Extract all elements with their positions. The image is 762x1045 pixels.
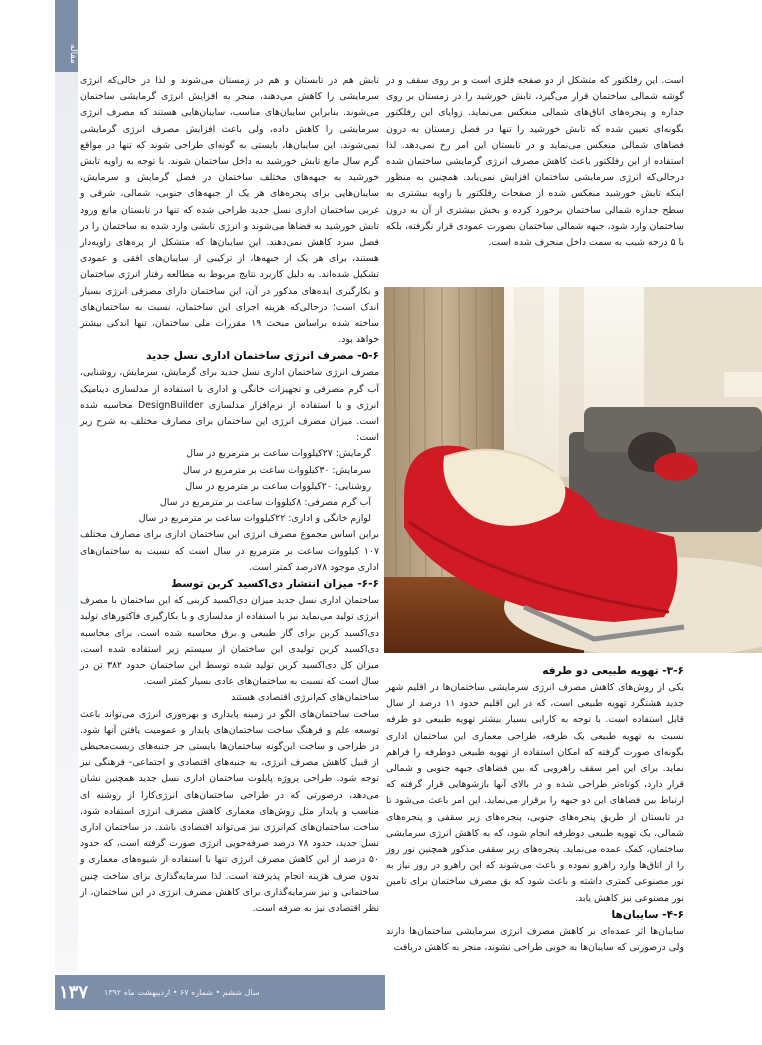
section-heading: ۳-۶- تهویه طبیعی دو طرفه (542, 665, 684, 677)
photo-illustration (384, 287, 762, 653)
body-paragraph: مصرف انرژی ساختمان اداری نسل جدید برای گرمایش، سرمایش، روشنایی، آب گرم مصرفی و تجهیزات خانگی و اداری با استفاده از مدلسازی دینامیک انرژی و با استفاده از نرم‌افزار مدلسازی DesignBuilder محاسبه شده است. میزان مصرف انرژی این ساختمان برای مصارف مختلف به شرح زیر است: (80, 367, 379, 444)
issue-info: سال ششم • شماره ۶۷ • اردیبهشت ماه ۱۳۹۲ (104, 988, 260, 997)
section-heading: ۶-۶- میزان انتشار دی‌اکسید کربن توسط (171, 578, 379, 591)
list-item: گرمایش: ۲۷کیلووات ساعت بر مترمربع در سال (186, 448, 371, 460)
left-column (80, 73, 379, 917)
list-item: سرمایش: ۳۰کیلووات ساعت بر مترمربع در سال (182, 464, 371, 476)
page-footer (55, 975, 385, 1010)
energy-consumption-list (80, 446, 379, 527)
body-paragraph: یکی از روش‌های کاهش مصرف انرژی سرمایشی ساختمان‌ها در اقلیم شهر جدید هشتگرد تهویه طبیعی است، که در این اقلیم حدود ۱۱ درصد از سال قابل استفاده است. با توجه به کارایی بسیار بیشتر تهویه طبیعی دو طرفه نسبت به تهویه طبیعی یک طرفه، طراحی معماری این ساختمان اداری بگونه‌ای صورت گرفته که امکان استفاده از تهویه طبیعی دوطرفه را فراهم نماید. برای این امر سقف راهرویی که بین فضاهای جبهه جنوبی و شمالی قرار دارد، کوتاه‌تر طراحی شده و در بالای آنها بازشوهایی قرار گرفته که ارتباط بین فضاهای این دو جبهه را برقرار می‌نماید. این امر باعث می‌شود تا در تابستان از طریق پنجره‌های جنوبی، پنجره‌های زیر سقفی و پنجره‌های شمالی، یک تهویه طبیعی دوطرفه انجام شود، که به کاهش انرژی سرمایشی ساختمان، کمک عمده می‌نماید. پنجره‌های زیر سقفی مذکور همچنین نور روز را از اتاق‌ها وارد راهرو نموده و باعث می‌شوند که این راهرو در روز نیاز به نور مصنوعی کمتری داشته و باعث شود که بق مصرف ساختمان برای تامین نور مصنوعی نیز کاهش یابد. (386, 682, 685, 904)
right-column-bottom (386, 663, 684, 956)
body-paragraph: ساخت ساختمان‌های الگو در زمینه پایداری و بهره‌وری انرژی می‌تواند باعث توسعه علم و فرهنگ ساخت ساختمان‌های پایدار و عمومیت یافتن آنها شود. در طراحی و ساخت این‌گونه ساختمان‌ها بایستی جز جنبه‌های زیست‌محیطی از قبیل کاهش مصرف انرژی، به جنبه‌های اقتصادی و اجتماعی- فرهنگی نیز توجه شود. طراحی پروژه پایلوت ساختمان اداری نسل جدید همچنین نشان می‌دهد، درصورتی که در طراحی ساختمان‌های انرژی‌کارا از روشنه ای مناسب و پایدار مثل روش‌های معماری کاهش مصرف انرژی استفاده شود، ساخت ساختمان‌های کم‌انرژی نیز می‌تواند اقتصادی باشد. در ساختمان اداری نسل جدید، حدود ۷۸ درصد صرفه‌جویی انرژی صورت گرفته است، که حدود ۵۰ درصد از این کاهش مصرف انرژی تنها با استفاده از شیوه‌های معماری و بدون صرف هزینه انجام پذیرفته است. لذا سرمایه‌گذاری برای ساخت چنین ساختمانی و نیز سرمایه‌گذاری برای کاهش مصرف انرژی در این ساختمان، از نظر اقتصادی نیز به صرفه است. (80, 708, 379, 914)
page-number: ۱۳۷ (59, 982, 89, 1003)
body-paragraph: ساختمان اداری نسل جدید میزان دی‌اکسید کربنی که این ساختمان با مصرف انرژی تولید می‌نماید نیز با استفاده از مدلسازی و با بکارگیری فاکتورهای تولید دی‌اکسید کربن برای گاز طبیعی و برق محاسبه شده است. برای محاسبه دی‌اکسید کربن تولیدی این ساختمان از سیستم زیر استفاده شده است. میزان کل دی‌اکسید کربن تولید شده توسط این ساختمان حدود ۳۸۲ تن در سال است که نسبت به ساختمان‌های عادی بسیار کمتر است. (80, 595, 379, 688)
body-paragraph: سایبان‌ها اثر عمده‌ای بر کاهش مصرف انرژی سرمایشی ساختمان‌ها دارند ولی درصورتی که سایبان‌ها به خوبی طراحی نشوند، منجر به کاهش دریافت (386, 925, 684, 954)
section-tab (55, 0, 78, 72)
interior-photo (384, 287, 762, 653)
subheading-line: ساختمان‌های کم‌انرژی اقتصادی هستند (231, 692, 379, 704)
list-item: روشنایی: ۲۰کیلووات ساعت بر مترمربع در سال (185, 480, 371, 492)
section-heading: ۴-۶- سایبان‌ها (611, 908, 684, 921)
body-paragraph: است. این رفلکتور که متشکل از دو صفحه فلزی است و بر روی سقف و در گوشه شمالی ساختمان قرار می‌گیرد، تابش خورشید را در زمستان بر روی جداره و پنجره‌های اتاق‌های شمالی منعکس می‌نماید. زوایای این رفلکتور بگونه‌ای تعیین شده که تابش خورشید را تنها در فصل زمستان به درون فضاهای شمالی منعکس می‌نماید و در تابستان این امر رخ نمی‌دهد. لذا استفاده از این رفلکتور باعث کاهش مصرف انرژی گرمایشی ساختمان شده درحالی‌که انرژی سرمایشی ساختمان افزایش نمی‌یابد. همچنین به منظور اینکه تابش خورشید منعکس شده از صفحات رفلکتور با زاویه بیشتری به سطح جداره شمالی ساختمان برخورد کرده و بخش بیشتری از آن به درون ساختمان وارد شود، جبهه شمالی ساختمان بصورت عمودی قرار نگرفته، بلکه با ۵ درجه شیب به سمت داخل منحرف شده است. (386, 75, 684, 249)
side-margin-strip (55, 72, 78, 972)
section-heading: ۵-۶- مصرف انرژی ساختمان اداری نسل جدید (146, 350, 379, 363)
body-paragraph: تابش هم در تابستان و هم در زمستان می‌شوند و لذا در حالی‌که انرژی سرمایشی را کاهش می‌دهند، منجر به افزایش انرژی گرمایشی ساختمان می‌شوند. بنابراین سایبان‌های مناسب، سایبان‌هایی هستند که مصرف انرژی سرمایشی را کاهش داده، ولی باعث افزایش مصرف انرژی گرمایشی نمی‌شوند. این سایبان‌ها، بایستی به گونه‌ای طراحی شوند که تنها در مواقع گرم سال مانع تابش خورشید به داخل ساختمان شوند. با توجه به زاویه تابش خورشید به جبهه‌های مختلف ساختمان در فصل گرمایش و سرمایش، سایبان‌هایی برای پنجره‌های هر یک از جبهه‌های جنوبی، شمالی، شرقی و غربی ساختمان اداری نسل جدید طراحی شده که تنها در تابستان مانع ورود تابش خورشید به فضاها می‌شوند و انرژی تابشی وارد شده به ساختمان را در فصل سرد کاهش نمی‌دهند. این سایبان‌ها که متشکل از پره‌های زاویه‌دار هستند، برای هر یک از جبهه‌ها، از ترکیبی از سایبان‌های افقی و عمودی تشکیل شده‌اند. به دلیل کاربرد نتایج مربوط به مطالعه رفتار انرژی ساختمان و بکارگیری ایده‌های مذکور در آن، این ساختمان دارای مصرفی انرژی بسیار اندک است؛ درحالی‌که هزینه اجرای این ساختمان، نسبت به ساختمان‌های ساخته شده براساس مبحث ۱۹ مقررات ملی ساختمان، تنها اندکی بیشتر خواهد بود. (80, 75, 379, 346)
list-item: آب گرم مصرفی: ۸کیلووات ساعت بر مترمربع در سال (159, 497, 371, 509)
right-column-top (386, 73, 684, 251)
list-item: لوازم خانگی و اداری: ۲۲کیلووات ساعت بر مترمربع در سال (138, 513, 371, 525)
body-paragraph: براین اساس مجموع مصرف انرژی این ساختمان اداری برای مصارف مختلف ۱۰۷ کیلووات ساعت بر مترمربع در سال است که نسبت به ساختمان‌های اداری موجود ۷۸درصد کمتر است. (80, 529, 379, 573)
section-tab-label: مقاله (68, 44, 78, 64)
